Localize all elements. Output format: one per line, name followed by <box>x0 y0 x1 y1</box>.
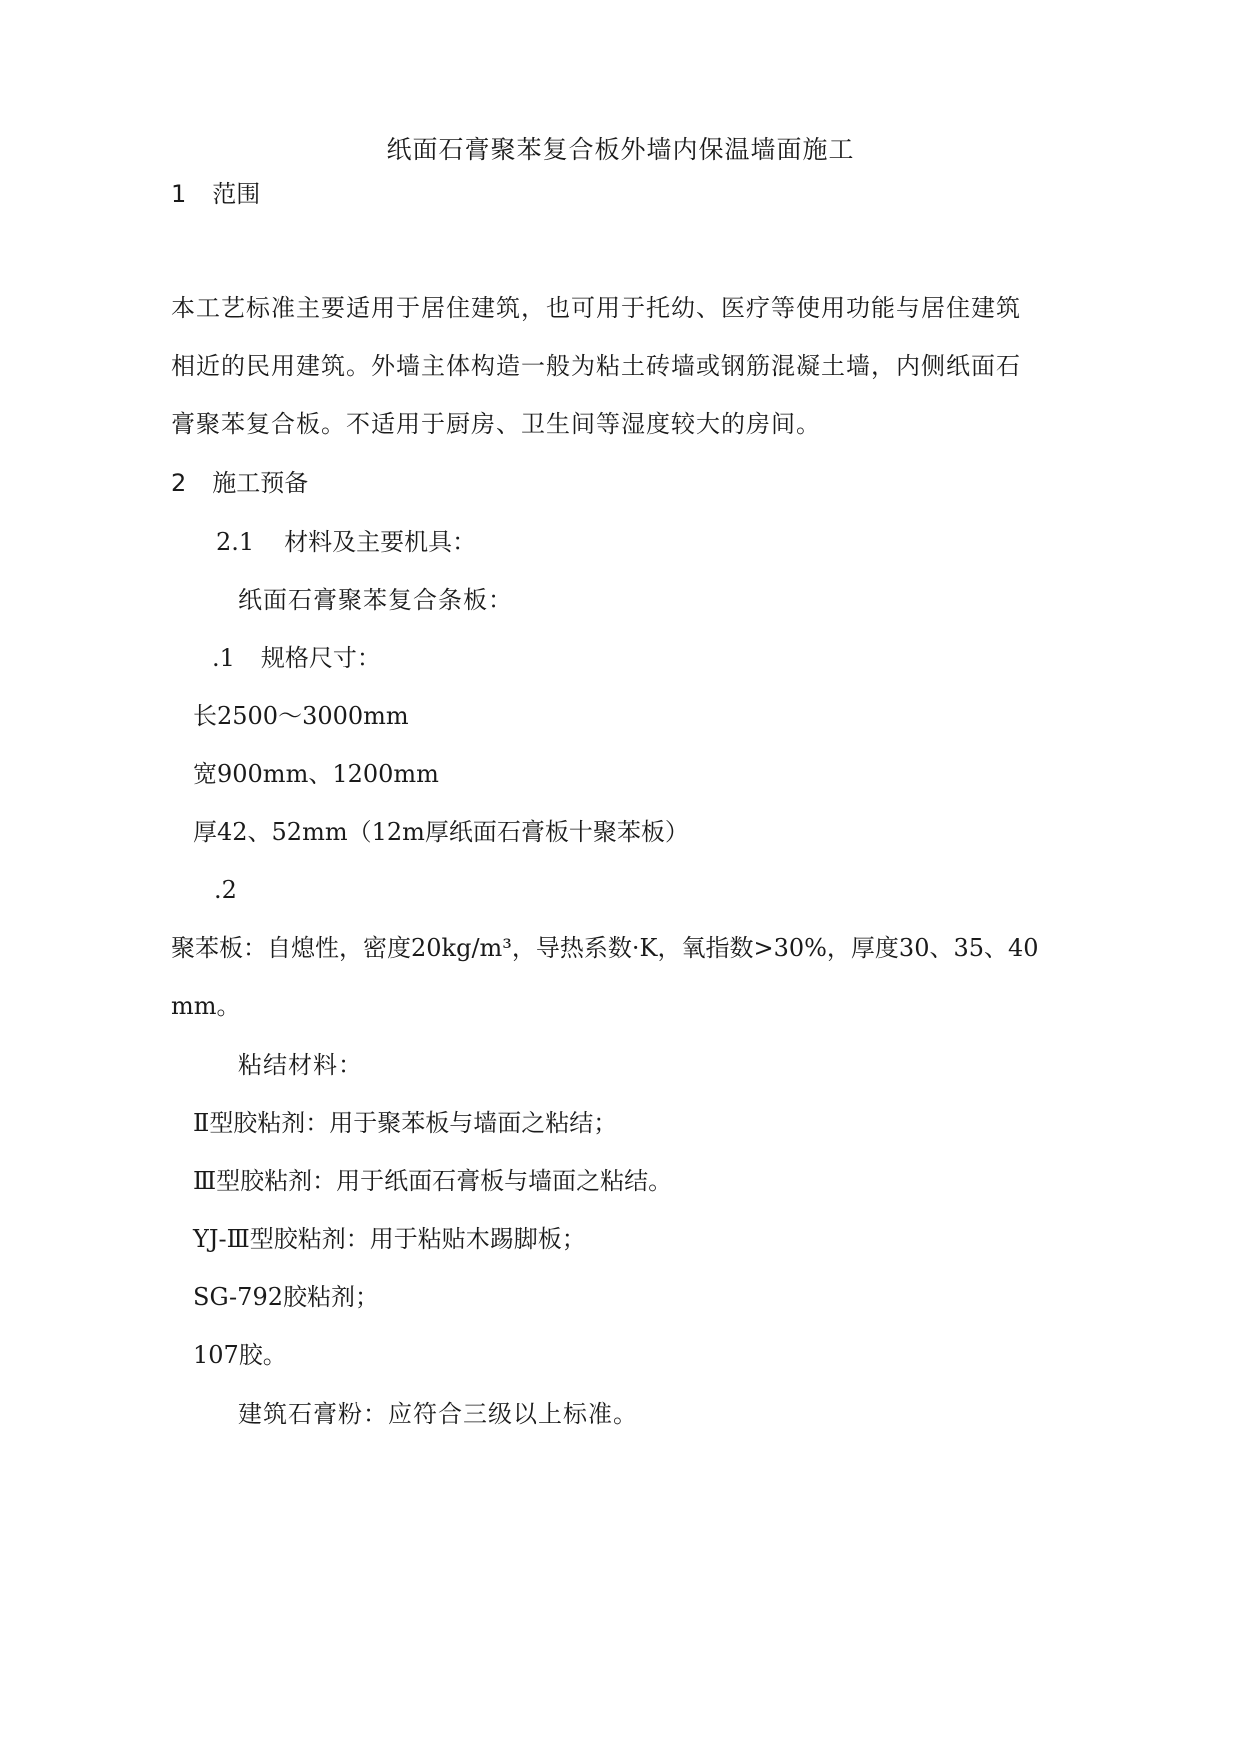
gypsum-powder: 建筑石膏粉：应符合三级以上标准。 <box>238 1400 638 1428</box>
subsection-2-1-text: 材料及主要机具： <box>284 528 477 556</box>
polystyrene-line: mm。 <box>171 992 241 1020</box>
item-2-number: .2 <box>214 876 237 904</box>
polystyrene-line: 聚苯板：自熄性，密度20kg/m³，导热系数·K，氧指数>30%，厚度30、35、40 <box>171 934 1039 962</box>
subsection-2-1 <box>216 526 476 558</box>
section-2-heading <box>171 467 308 499</box>
adhesive-item: SG-792胶粘剂； <box>193 1283 379 1311</box>
subsection-2-1-number: 2.1 <box>216 528 255 556</box>
section-1-heading <box>171 178 260 210</box>
section-2-number: 2 <box>171 469 187 497</box>
item-1-number: .1 <box>212 644 235 672</box>
item-1 <box>212 642 381 674</box>
section-2-title: 施工预备 <box>212 469 309 497</box>
spec-length: 长2500～3000mm <box>193 702 409 730</box>
item-1-text: 规格尺寸： <box>260 644 381 672</box>
adhesive-item: Ⅲ型胶粘剂：用于纸面石膏板与墙面之粘结。 <box>193 1167 673 1195</box>
section-1-paragraph-line: 本工艺标准主要适用于居住建筑，也可用于托幼、医疗等使用功能与居住建筑 <box>171 294 1021 322</box>
spec-thickness: 厚42、52mm（12m厚纸面石膏板十聚苯板） <box>193 818 689 846</box>
section-1-title: 范围 <box>212 180 261 208</box>
adhesive-item: Ⅱ型胶粘剂：用于聚苯板与墙面之粘结； <box>193 1109 618 1137</box>
board-title: 纸面石膏聚苯复合条板： <box>238 586 513 614</box>
adhesive-item: 107胶。 <box>193 1341 287 1369</box>
document-title: 纸面石膏聚苯复合板外墙内保温墙面施工 <box>386 135 855 164</box>
spec-width: 宽900mm、1200mm <box>193 760 439 788</box>
section-1-number: 1 <box>171 180 187 208</box>
adhesive-item: YJ-Ⅲ型胶粘剂：用于粘贴木踢脚板； <box>193 1225 586 1253</box>
adhesive-title: 粘结材料： <box>238 1051 363 1079</box>
section-1-paragraph-line: 膏聚苯复合板。不适用于厨房、卫生间等湿度较大的房间。 <box>171 410 821 438</box>
section-1-paragraph-line: 相近的民用建筑。外墙主体构造一般为粘土砖墙或钢筋混凝土墙，内侧纸面石 <box>171 352 1021 380</box>
